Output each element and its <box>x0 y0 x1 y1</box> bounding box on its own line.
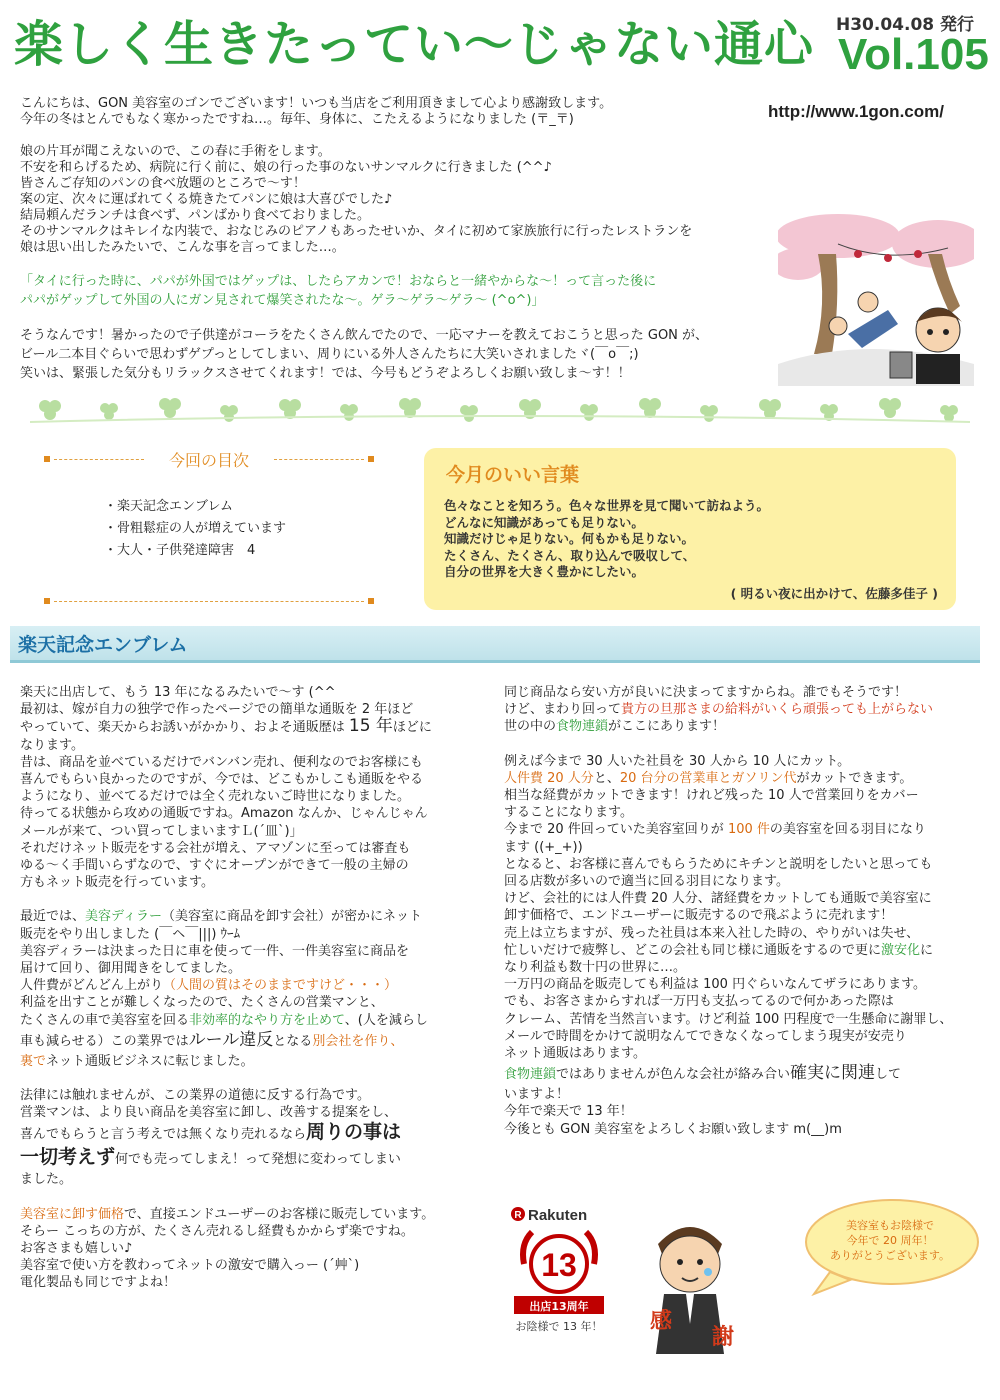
intro-line: 娘は思い出したみたいで、こんな事を言ってました…。 <box>20 240 345 255</box>
article-line: 届けて回り、御用聞きをしてました。 <box>20 961 242 977</box>
article-line: 一万円の商品を販売しても利益は 100 円ぐらいなんてザラにあります。 <box>504 977 927 993</box>
article-line: 昔は、商品を並べているだけでバンバン売れ、便利なのでお客様にも <box>20 754 423 770</box>
volume-number: Vol.105 <box>838 30 989 79</box>
article-line: そらー こっちの方が、たくさん売れるし経費もかからず楽ですね。 <box>20 1223 414 1239</box>
article-line: 今年で楽天で 13 年！ <box>504 1104 633 1120</box>
article-line: することになります。 <box>504 805 633 821</box>
article-line: メールが来て、つい買ってしまいますＬ(´皿`)」 <box>20 823 303 839</box>
article-line: ゆる〜く手間いらずなので、すぐにオープンができて一般の主婦の <box>20 858 409 874</box>
intro-line: 皆さんご存知のパンの食べ放題のところで〜す！ <box>20 176 306 191</box>
article-line: 最近では、美容ディラー（美容室に商品を卸す会社）が密かにネット <box>20 909 422 925</box>
article-line: 喜んでもらうと言う考えでは無くなり売れるなら周りの事は <box>20 1121 402 1144</box>
quote-line: 色々なことを知ろう。色々な世界を見て聞いて訪ねよう。 <box>444 498 770 513</box>
article-line: でも、お客さまからすれば一万円も支払ってるので何かあった際は <box>504 994 894 1010</box>
article-line: 利益を出すことが難しくなったので、たくさんの営業マンと、 <box>20 995 384 1011</box>
quote-author: ( 明るい夜に出かけて、佐藤多佳子 ) <box>730 586 938 601</box>
article-line: ネット通販はあります。 <box>504 1046 646 1062</box>
article-line: 人件費 20 人分と、20 台分の営業車とガソリン代がカットできます。 <box>504 770 913 786</box>
bubble-line: ありがとうございます。 <box>829 1249 951 1262</box>
daughter-quote: パパがゲップして外国の人にガン見されて爆笑されたな〜。ゲラ〜ゲラ〜ゲラ〜 (^o^)」 <box>20 293 545 308</box>
quote-line: たくさん、たくさん、取り込んで吸収して、 <box>444 547 696 563</box>
article-line: 楽天に出店して、もう 13 年になるみたいで〜す (^^ <box>20 685 336 700</box>
article-line: 方もネット販売を行っています。 <box>20 875 214 891</box>
article-line: メールで時間をかけて説明なんてできなくなってしまう現実が安売り <box>504 1028 907 1044</box>
party-illustration <box>778 214 974 386</box>
article-line: となると、お客様に喜んでもらうためにキチンと説明をしたいと思っても <box>504 856 933 872</box>
article-line: なり利益も数十円の世界に…。 <box>504 960 687 976</box>
article-line: 世の中の食物連鎖がここにあります！ <box>504 719 726 735</box>
toc-list <box>104 496 286 562</box>
article-line: けど、まわり回って貴方の旦那さまの給料がいくら頑張っても上がらない <box>504 702 934 718</box>
article-line: ようになり、並べてるだけでは全く売れないご時世になりました。 <box>20 789 411 805</box>
intro-line: こんにちは、GON 美容室のゴンでございます！いつも当店をご利用頂きまして心より感謝致します。 <box>20 96 613 111</box>
article-line: 忙しいだけで疲弊し、どこの会社も同じ様に通販をするので更に激安化に <box>504 942 934 958</box>
article-line: 美容室で使い方を教わってネットの激安で購入っー (´艸`) <box>20 1258 360 1274</box>
thank-you-character <box>628 1204 752 1354</box>
article-left-column <box>20 684 490 1292</box>
article-line: 待ってる状態から攻めの通販ですね。Amazon なんか、じゃんじゃん <box>20 806 428 822</box>
section-title: 楽天記念エンブレム <box>18 634 188 656</box>
article-line: 美容室に卸す価格で、直接エンドユーザーのお客様に販売しています。 <box>20 1206 435 1222</box>
article-line: 今後とも GON 美容室をよろしくお願い致します m(__)m <box>504 1121 842 1137</box>
thanks-char: 感 <box>650 1309 673 1334</box>
article-line: 電化製品も同じですよね！ <box>20 1275 177 1291</box>
article-line: やっていて、楽天からお誘いがかかり、およそ通販歴は 15 年ほどに <box>20 716 432 737</box>
article-line: 最初は、嫁が自力の独学で作ったページでの簡単な通販を 2 年ほど <box>20 702 414 718</box>
badge-brand: Rakuten <box>528 1207 588 1224</box>
quote-of-the-month <box>424 448 956 610</box>
article-line: ました。 <box>20 1172 73 1188</box>
article-line: 相当な経費がカットできます！けれど残った 10 人で営業回りをカバー <box>504 788 919 804</box>
article-line: 美容ディラーは決まった日に車を使って一件、一件美容室に商品を <box>20 943 409 959</box>
article-line: たくさんの車で美容室を回る非効率的なやり方を止めて、(人を減らし <box>20 1012 428 1028</box>
intro-line: 不安を和らげるため、病院に行く前に、娘の行った事のないサンマルクに行きました (^^♪ <box>20 160 552 175</box>
article-line: 卸す価格で、エンドユーザーに販売するので飛ぶように売れます！ <box>504 908 894 924</box>
table-of-contents <box>44 448 374 608</box>
intro-line: 今年の冬はとんでもなく寒かったですね…。毎年、身体に、こたえるようになりました (〒_〒) <box>20 112 574 127</box>
anniversary-speech-bubble <box>800 1196 980 1296</box>
article-line: 売上は立ちますが、残った社員は本来入社した時の、やりがいは失せ、 <box>504 925 920 941</box>
article-line: 喜んでもらい良かったのですが、今では、どこもかしこも通販をやる <box>20 772 424 788</box>
article-line: それだけネット販売をする会社が増え、アマゾンに至っては審査も <box>20 840 411 856</box>
toc-item[interactable]: ・骨粗鬆症の人が増えています <box>104 521 287 536</box>
article-line: けど、会社的には人件費 20 人分、諸経費をカットしても通販で美容室に <box>504 891 932 907</box>
article-line: 例えば今まで 30 人いた社員を 30 人から 10 人にカット。 <box>504 753 851 769</box>
article-line: 裏でネット通販ビジネスに転じました。 <box>20 1053 254 1069</box>
daughter-quote: 「タイに行った時に、パパが外国ではゲップは、したらアカンで！おならと一緒やからな〜！って言った後に <box>20 274 657 289</box>
article-line: お客さまも嬉しい♪ <box>20 1241 133 1257</box>
intro-line: ビール二本目ぐらいで思わずゲプっとしてしまい、周りにいる外人さんたちに大笑いされましたヾ(￣o￣;) <box>20 347 639 362</box>
bubble-line: 美容室もお陰様で <box>846 1219 934 1232</box>
quote-line: どんなに知識があっても足りない。 <box>444 514 644 530</box>
section-header <box>10 626 980 663</box>
intro-line: 笑いは、緊張した気分もリラックスさせてくれます！では、今号もどうぞよろしくお願い致しま〜す！！ <box>20 366 631 381</box>
article-line: なります。 <box>20 737 84 753</box>
toc-item[interactable]: ・大人・子供発達障害 4 <box>104 543 256 558</box>
svg-text:R: R <box>514 1210 522 1221</box>
quote-text <box>444 498 769 581</box>
article-line: 車も減らせる）この業界ではルール違反となる別会社を作り、 <box>20 1029 404 1050</box>
intro-line: 案の定、次々に運ばれてくる焼きたてパンに娘は大喜びでした♪ <box>20 192 393 207</box>
badge-ribbon: 出店13周年 <box>529 1300 589 1313</box>
intro-line: そのサンマルクはキレイな内装で、おなじみのピアノもあったせいか、タイに初めて家族旅行に行ったレストランを <box>20 224 693 239</box>
article-line: 法律には触れませんが、この業界の道徳に反する行為です。 <box>20 1088 370 1104</box>
bubble-line: 今年で 20 周年！ <box>846 1234 934 1247</box>
issue-date: H30.04.08 発行 <box>836 15 975 35</box>
intro-line: 結局頼んだランチは食べず、パンばかり食べておりました。 <box>20 208 370 223</box>
article-line: 同じ商品なら安い方が良いに決まってますからね。誰でもそうです！ <box>504 685 908 700</box>
article-line: 一切考えず何でも売ってしまえ！って発想に変わってしまい <box>20 1146 401 1169</box>
toc-title: 今回の目次 <box>168 451 249 470</box>
intro-line: 娘の片耳が聞こえないので、この春に手術をします。 <box>20 144 331 159</box>
article-line: 営業マンは、より良い商品を美容室に卸し、改善する提案をし、 <box>20 1105 398 1121</box>
thanks-char: 謝 <box>712 1325 735 1350</box>
article-line: 今まで 20 件回っていた美容室回りが 100 件の美容室を回る羽目になり <box>504 822 926 838</box>
badge-caption: お陰様で 13 年！ <box>515 1320 603 1333</box>
article-line: 人件費がどんどん上がり（人間の質はそのままですけど・・・） <box>20 978 398 994</box>
quote-title: 今月のいい言葉 <box>446 464 580 486</box>
article-right-column <box>504 684 984 1138</box>
quote-line: 知識だけじゃ足りない。何もかも足りない。 <box>444 531 695 546</box>
clover-divider <box>30 392 970 428</box>
article-line: クレーム、苦情を当然言います。けど利益 100 円程度で一生懸命に謝罪し、 <box>504 1011 953 1027</box>
article-line: 販売をやり出しました (￣ヘ￣|||) ｳｰﾑ <box>20 926 241 942</box>
newsletter-title: 楽しく生きたってい〜じゃない通心 <box>14 16 815 73</box>
intro-text <box>20 96 770 383</box>
article-line: 食物連鎖ではありませんが色んな会社が絡み合い確実に関連して <box>504 1063 902 1084</box>
toc-item[interactable]: ・楽天記念エンブレム <box>104 499 233 514</box>
website-link[interactable]: http://www.1gon.com/ <box>768 102 944 121</box>
badge-number: 13 <box>541 1247 577 1283</box>
article-line: いますよ！ <box>504 1087 570 1103</box>
quote-line: 自分の世界を大きく豊かにしたい。 <box>444 564 645 579</box>
article-line: 回る店数が多いので適当に回る羽目になります。 <box>504 874 789 890</box>
article-line: ます ((+_+)) <box>504 839 583 855</box>
intro-line: そうなんです！暑かったので子供達がコーラをたくさん飲んでたので、一応マナーを教えておこうと思った GON が、 <box>20 328 709 343</box>
